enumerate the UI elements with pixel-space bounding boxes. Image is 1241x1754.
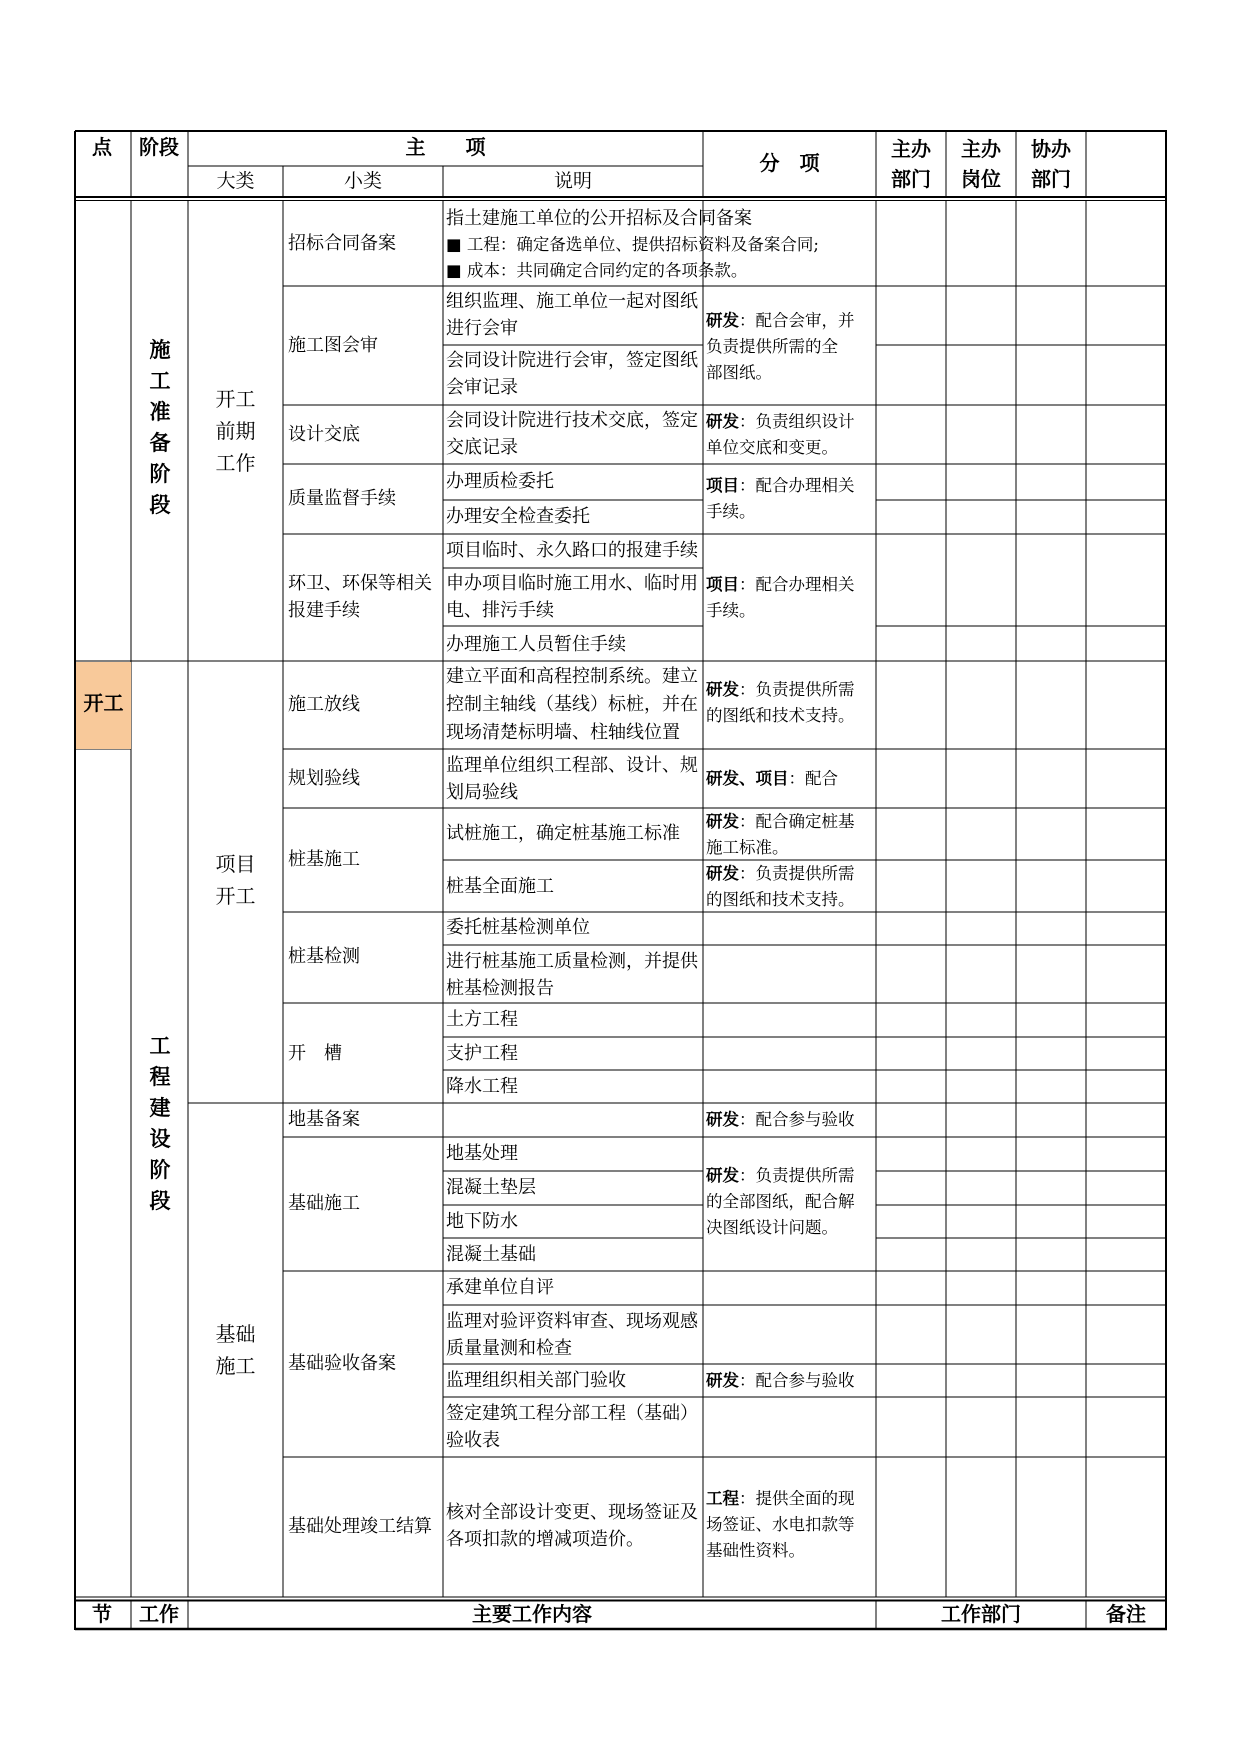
subitem-f10-l1: ：负责提供所需 <box>739 1166 855 1185</box>
desc-support: 支护工程 <box>446 1043 518 1064</box>
subitem-f1-l2: 负责提供所需的全 <box>706 337 838 356</box>
desc-utilities-permit <box>446 570 698 624</box>
desc-bidding <box>446 205 819 284</box>
category-project-start <box>188 848 283 912</box>
stage-char: 段 <box>149 492 171 517</box>
header-category: 大类 <box>216 170 255 192</box>
stage-char: 建 <box>149 1095 171 1120</box>
desc-pqt-l1: 进行桩基施工质量检测，并提供 <box>446 951 698 972</box>
desc-road-permit: 项目临时、永久路口的报建手续 <box>446 540 698 561</box>
subcategory-setting-out: 施工放线 <box>288 694 360 715</box>
desc-pqt-l2: 桩基检测报告 <box>446 978 554 999</box>
desc-up-l1: 申办项目临时施工用水、临时用 <box>446 573 698 594</box>
subitem-f12-dept: 工程 <box>706 1489 739 1508</box>
desc-settlement <box>446 1499 698 1553</box>
stage-char: 施 <box>149 337 171 362</box>
desc-earthwork: 土方工程 <box>446 1009 518 1030</box>
subitem-foundation-construction <box>706 1163 855 1241</box>
subitem-f2-l2: 单位交底和变更。 <box>706 438 838 457</box>
desc-waterproofing: 地下防水 <box>446 1211 518 1232</box>
stage-char: 工 <box>149 1033 171 1058</box>
subcategory-pile-testing: 桩基检测 <box>288 946 360 967</box>
desc-so-l3: 现场清楚标明墙、柱轴线位置 <box>446 722 680 743</box>
subitem-f2-dept: 研发 <box>706 412 739 431</box>
header-description: 说明 <box>553 170 592 192</box>
subitem-f1-l1: ：配合会审，并 <box>739 311 855 330</box>
subitem-f4-dept: 项目 <box>706 575 739 594</box>
category-project-start-l2: 开工 <box>215 884 256 908</box>
category-pre-start-l2: 前期 <box>215 419 256 443</box>
subcategory-subgrade-filing: 地基备案 <box>288 1109 360 1130</box>
header-lead-post-line1: 主办 <box>961 137 1001 161</box>
header-assist-dept-line2: 部门 <box>1031 167 1071 191</box>
desc-supervision-review <box>446 1308 698 1362</box>
subitem-f1-dept: 研发 <box>706 311 739 330</box>
subitem-f5-l1: ：负责提供所需 <box>739 680 855 699</box>
desc-so-l2: 控制主轴线（基线）标桩，并在 <box>446 694 698 715</box>
desc-af-l2: 验收表 <box>446 1430 500 1451</box>
header-assist-dept-line1: 协办 <box>1031 137 1071 161</box>
desc-planning-check <box>446 752 698 806</box>
stage-char: 阶 <box>149 1157 171 1182</box>
stage-char: 设 <box>149 1126 171 1151</box>
subitem-drawing-review <box>706 308 855 386</box>
subitem-f1-l3: 部图纸。 <box>706 363 772 382</box>
subitem-f4-l1: ：配合办理相关 <box>739 575 855 594</box>
subitem-subgrade-filing <box>706 1107 855 1133</box>
category-pre-start-l3: 工作 <box>215 451 256 475</box>
desc-dr1-l1: 组织监理、施工单位一起对图纸 <box>446 291 698 312</box>
stage-construction-prep <box>145 334 175 520</box>
milestone-label: 开工 <box>83 691 124 715</box>
desc-pc-l1: 监理单位组织工程部、设计、规 <box>446 755 698 776</box>
subitem-trial-pile <box>706 809 855 861</box>
desc-quality-inspection: 办理质检委托 <box>446 471 554 492</box>
subitem-f2-l1: ：负责组织设计 <box>739 412 855 431</box>
stage-char: 阶 <box>149 461 171 486</box>
desc-af-l1: 签定建筑工程分部工程（基础） <box>446 1403 698 1424</box>
desc-temp-residence: 办理施工人员暂住手续 <box>446 634 626 655</box>
subitem-f3-l2: 手续。 <box>706 502 756 521</box>
desc-dr2-l1: 会同设计院进行会审，签定图纸 <box>446 350 698 371</box>
category-pre-start-l1: 开工 <box>215 387 256 411</box>
category-foundation-l2: 施工 <box>215 1354 256 1378</box>
header-lead-dept <box>876 134 946 194</box>
desc-setting-out <box>446 663 698 747</box>
desc-sr-l2: 质量量测和检查 <box>446 1338 572 1359</box>
subitem-f3-dept: 项目 <box>706 476 739 495</box>
subcategory-trenching: 开 槽 <box>288 1043 342 1064</box>
desc-st-l1: 核对全部设计变更、现场签证及 <box>446 1502 698 1523</box>
header-stage: 阶段 <box>139 135 179 159</box>
subitem-setting-out <box>706 677 855 729</box>
desc-dr1-l2: 进行会审 <box>446 318 518 339</box>
desc-full-pile: 桩基全面施工 <box>446 876 554 897</box>
desc-pile-quality-test <box>446 948 698 1002</box>
subitem-f12-l2: 场签证、水电扣款等 <box>706 1515 855 1534</box>
desc-sr-l1: 监理对验评资料审查、现场观感 <box>446 1311 698 1332</box>
subcategory-env-permits-l2: 报建手续 <box>288 600 360 621</box>
subitem-planning-check <box>706 766 838 792</box>
subcategory-design-handover: 设计交底 <box>288 424 360 445</box>
desc-concrete-cushion: 混凝土垫层 <box>446 1177 536 1198</box>
desc-concrete-foundation: 混凝土基础 <box>446 1244 536 1265</box>
desc-so-l1: 建立平面和高程控制系统。建立 <box>446 666 698 687</box>
desc-bidding-l1: 指土建施工单位的公开招标及合同备案 <box>446 208 752 229</box>
subitem-f4-l2: 手续。 <box>706 601 756 620</box>
subitem-f12-l3: 基础性资料。 <box>706 1541 805 1560</box>
stage-char: 段 <box>149 1188 171 1213</box>
header-lead-post-line2: 岗位 <box>961 167 1001 191</box>
subitem-f8-l1: ：负责提供所需 <box>739 864 855 883</box>
subitem-f11-dept: 研发 <box>706 1371 739 1390</box>
desc-acceptance: 监理组织相关部门验收 <box>446 1370 626 1391</box>
header-lead-dept-line1: 主办 <box>891 137 931 161</box>
footer-remarks: 备注 <box>1106 1602 1146 1626</box>
subcategory-env-permits <box>288 570 432 624</box>
subitem-f9-dept: 研发 <box>706 1110 739 1129</box>
subitem-acceptance <box>706 1368 855 1394</box>
desc-st-l2: 各项扣款的增减项造价。 <box>446 1529 644 1550</box>
subitem-f11-l1: ：配合参与验收 <box>739 1371 855 1390</box>
desc-pc-l2: 划局验线 <box>446 782 518 803</box>
desc-dr2-l2: 会审记录 <box>446 377 518 398</box>
subitem-f7-l1: ：配合确定桩基 <box>739 812 855 831</box>
category-pre-start <box>188 383 283 479</box>
desc-acceptance-form <box>446 1400 698 1454</box>
subitem-f9-l1: ：配合参与验收 <box>739 1110 855 1129</box>
desc-bidding-l3: ■ 成本：共同确定合同约定的各项条款。 <box>446 261 748 280</box>
header-lead-post <box>946 134 1016 194</box>
footer-section: 节 <box>92 1602 112 1626</box>
footer-work-dept: 工作部门 <box>941 1602 1021 1626</box>
stage-char: 准 <box>149 399 171 424</box>
subitem-f5-l2: 的图纸和技术支持。 <box>706 706 855 725</box>
header-point: 点 <box>92 135 112 159</box>
subitem-f8-dept: 研发 <box>706 864 739 883</box>
subitem-f10-l3: 决图纸设计问题。 <box>706 1218 838 1237</box>
desc-design-handover <box>446 407 698 461</box>
subitem-f10-dept: 研发 <box>706 1166 739 1185</box>
subcategory-foundation-acceptance: 基础验收备案 <box>288 1353 396 1374</box>
header-lead-dept-line2: 部门 <box>891 167 931 191</box>
desc-drawing-review-2 <box>446 347 698 401</box>
subcategory-env-permits-l1: 环卫、环保等相关 <box>288 573 432 594</box>
subcategory-quality-supervision: 质量监督手续 <box>288 488 396 509</box>
subcategory-pile-construction: 桩基施工 <box>288 849 360 870</box>
subitem-f3-l1: ：配合办理相关 <box>739 476 855 495</box>
subcategory-planning-check: 规划验线 <box>288 768 360 789</box>
subcategory-bidding: 招标合同备案 <box>288 233 396 254</box>
category-foundation-l1: 基础 <box>215 1322 256 1346</box>
desc-subgrade-treatment: 地基处理 <box>446 1143 518 1164</box>
footer-work: 工作 <box>139 1602 179 1626</box>
desc-dewatering: 降水工程 <box>446 1076 518 1097</box>
header-main-item: 主 项 <box>405 135 486 159</box>
stage-char: 程 <box>149 1064 171 1089</box>
subitem-f12-l1: ：提供全面的现 <box>739 1489 855 1508</box>
subitem-f7-l2: 施工标准。 <box>706 838 789 857</box>
stage-construction <box>145 1030 175 1216</box>
subitem-f10-l2: 的全部图纸，配合解 <box>706 1192 855 1211</box>
subitem-settlement <box>706 1486 855 1564</box>
subitem-full-pile <box>706 861 855 913</box>
subcategory-foundation-construction: 基础施工 <box>288 1193 360 1214</box>
subitem-design-handover <box>706 409 855 461</box>
subitem-f5-dept: 研发 <box>706 680 739 699</box>
header-subcategory: 小类 <box>343 170 382 192</box>
category-foundation <box>188 1318 283 1382</box>
header-sub-item: 分 项 <box>759 151 820 175</box>
subcategory-drawing-review: 施工图会审 <box>288 335 378 356</box>
desc-dh-l1: 会同设计院进行技术交底，签定 <box>446 410 698 431</box>
desc-self-assessment: 承建单位自评 <box>446 1277 554 1298</box>
desc-up-l2: 电、排污手续 <box>446 600 554 621</box>
stage-char: 工 <box>149 368 171 393</box>
subitem-f6-dept: 研发、项目 <box>706 769 789 788</box>
header-assist-dept <box>1016 134 1086 194</box>
desc-bidding-l2: ■ 工程：确定备选单位、提供招标资料及备案合同; <box>446 235 819 254</box>
subcategory-foundation-settlement: 基础处理竣工结算 <box>288 1516 432 1537</box>
footer-main-content: 主要工作内容 <box>472 1602 592 1626</box>
category-project-start-l1: 项目 <box>215 852 256 876</box>
subitem-f8-l2: 的图纸和技术支持。 <box>706 890 855 909</box>
subitem-env-permits <box>706 572 855 624</box>
desc-dh-l2: 交底记录 <box>446 437 518 458</box>
subitem-f7-dept: 研发 <box>706 812 739 831</box>
desc-safety-inspection: 办理安全检查委托 <box>446 506 590 527</box>
stage-char: 备 <box>149 430 171 455</box>
desc-pile-test-agency: 委托桩基检测单位 <box>446 917 590 938</box>
subitem-quality-supervision <box>706 473 855 525</box>
desc-trial-pile: 试桩施工，确定桩基施工标准 <box>446 823 680 844</box>
desc-drawing-review-1 <box>446 288 698 342</box>
subitem-f6-l1: ：配合 <box>788 769 838 788</box>
